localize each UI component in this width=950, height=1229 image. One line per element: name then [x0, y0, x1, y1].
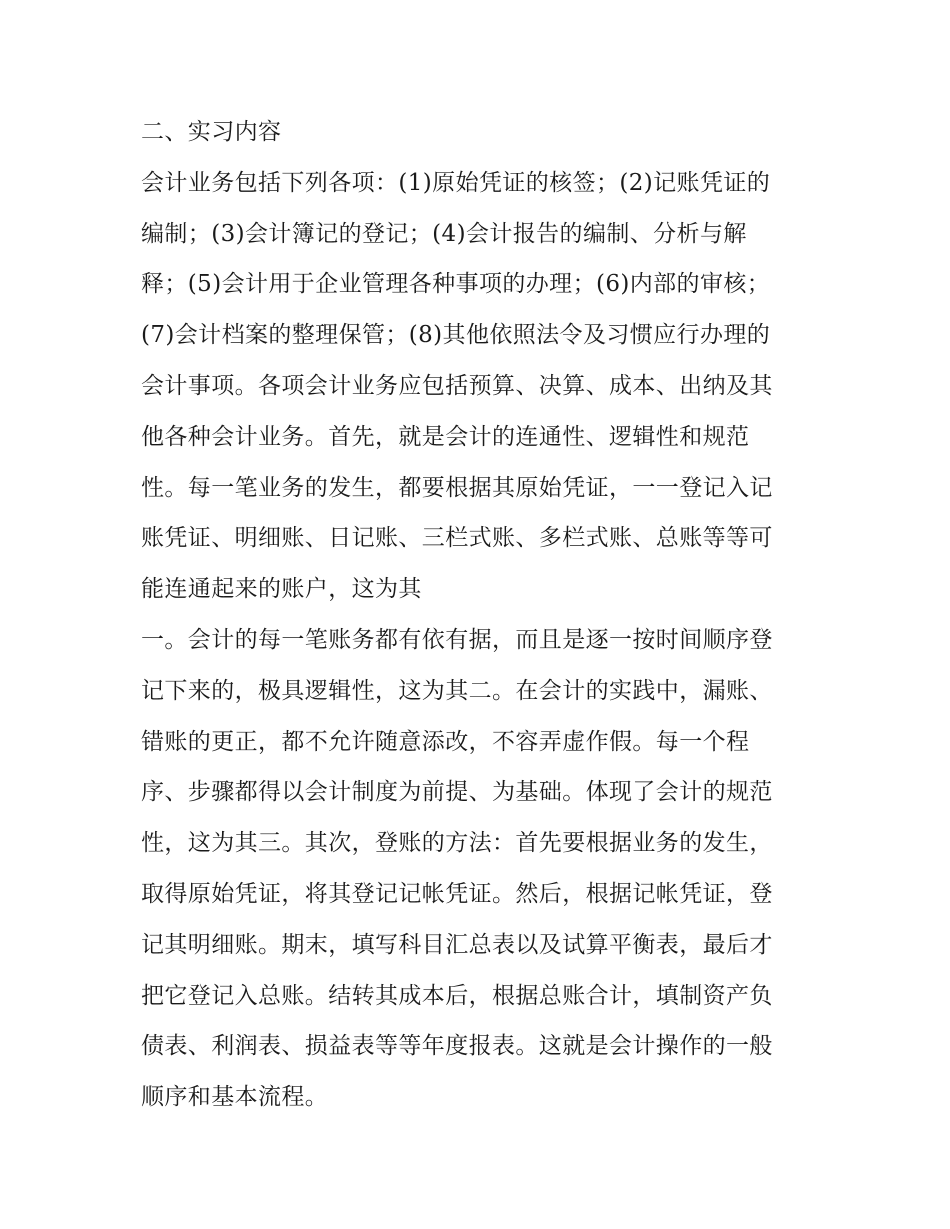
body-line: 他各种会计业务。首先，就是会计的连通性、逻辑性和规范 — [141, 423, 750, 450]
body-line: 错账的更正，都不允许随意添改，不容弄虚作假。每一个程 — [141, 728, 750, 755]
body-line: (7)会计档案的整理保管；(8)其他依照法令及习惯应行办理的 — [141, 322, 771, 349]
body-line: 债表、利润表、损益表等等年度报表。这就是会计操作的一般 — [141, 1033, 773, 1060]
body-line: 一。会计的每一笔账务都有依有据，而且是逐一按时间顺序登 — [141, 626, 773, 653]
body-line: 能连通起来的账户，这为其 — [141, 576, 422, 603]
body-line: 记下来的，极具逻辑性，这为其二。在会计的实践中，漏账、 — [141, 677, 773, 704]
body-line: 账凭证、明细账、日记账、三栏式账、多栏式账、总账等等可 — [141, 525, 773, 552]
body-line: 序、步骤都得以会计制度为前提、为基础。体现了会计的规范 — [141, 779, 773, 806]
body-line: 会计业务包括下列各项：(1)原始凭证的核签；(2)记账凭证的 — [141, 169, 771, 196]
body-line: 性。每一笔业务的发生，都要根据其原始凭证，一一登记入记 — [141, 474, 773, 501]
body-line: 编制；(3)会计簿记的登记；(4)会计报告的编制、分析与解 — [141, 220, 747, 247]
body-line: 把它登记入总账。结转其成本后，根据总账合计，填制资产负 — [141, 982, 773, 1009]
body-line: 顺序和基本流程。 — [141, 1084, 329, 1111]
body-line: 取得原始凭证，将其登记记帐凭证。然后，根据记帐凭证，登 — [141, 880, 773, 907]
body-line: 释；(5)会计用于企业管理各种事项的办理；(6)内部的审核； — [141, 271, 771, 298]
body-line: 性，这为其三。其次，登账的方法：首先要根据业务的发生， — [141, 830, 773, 857]
body-line: 记其明细账。期末，填写科目汇总表以及试算平衡表，最后才 — [141, 931, 773, 958]
section-heading: 二、实习内容 — [141, 119, 282, 145]
document-body — [141, 107, 821, 1123]
body-line: 会计事项。各项会计业务应包括预算、决算、成本、出纳及其 — [141, 372, 773, 399]
